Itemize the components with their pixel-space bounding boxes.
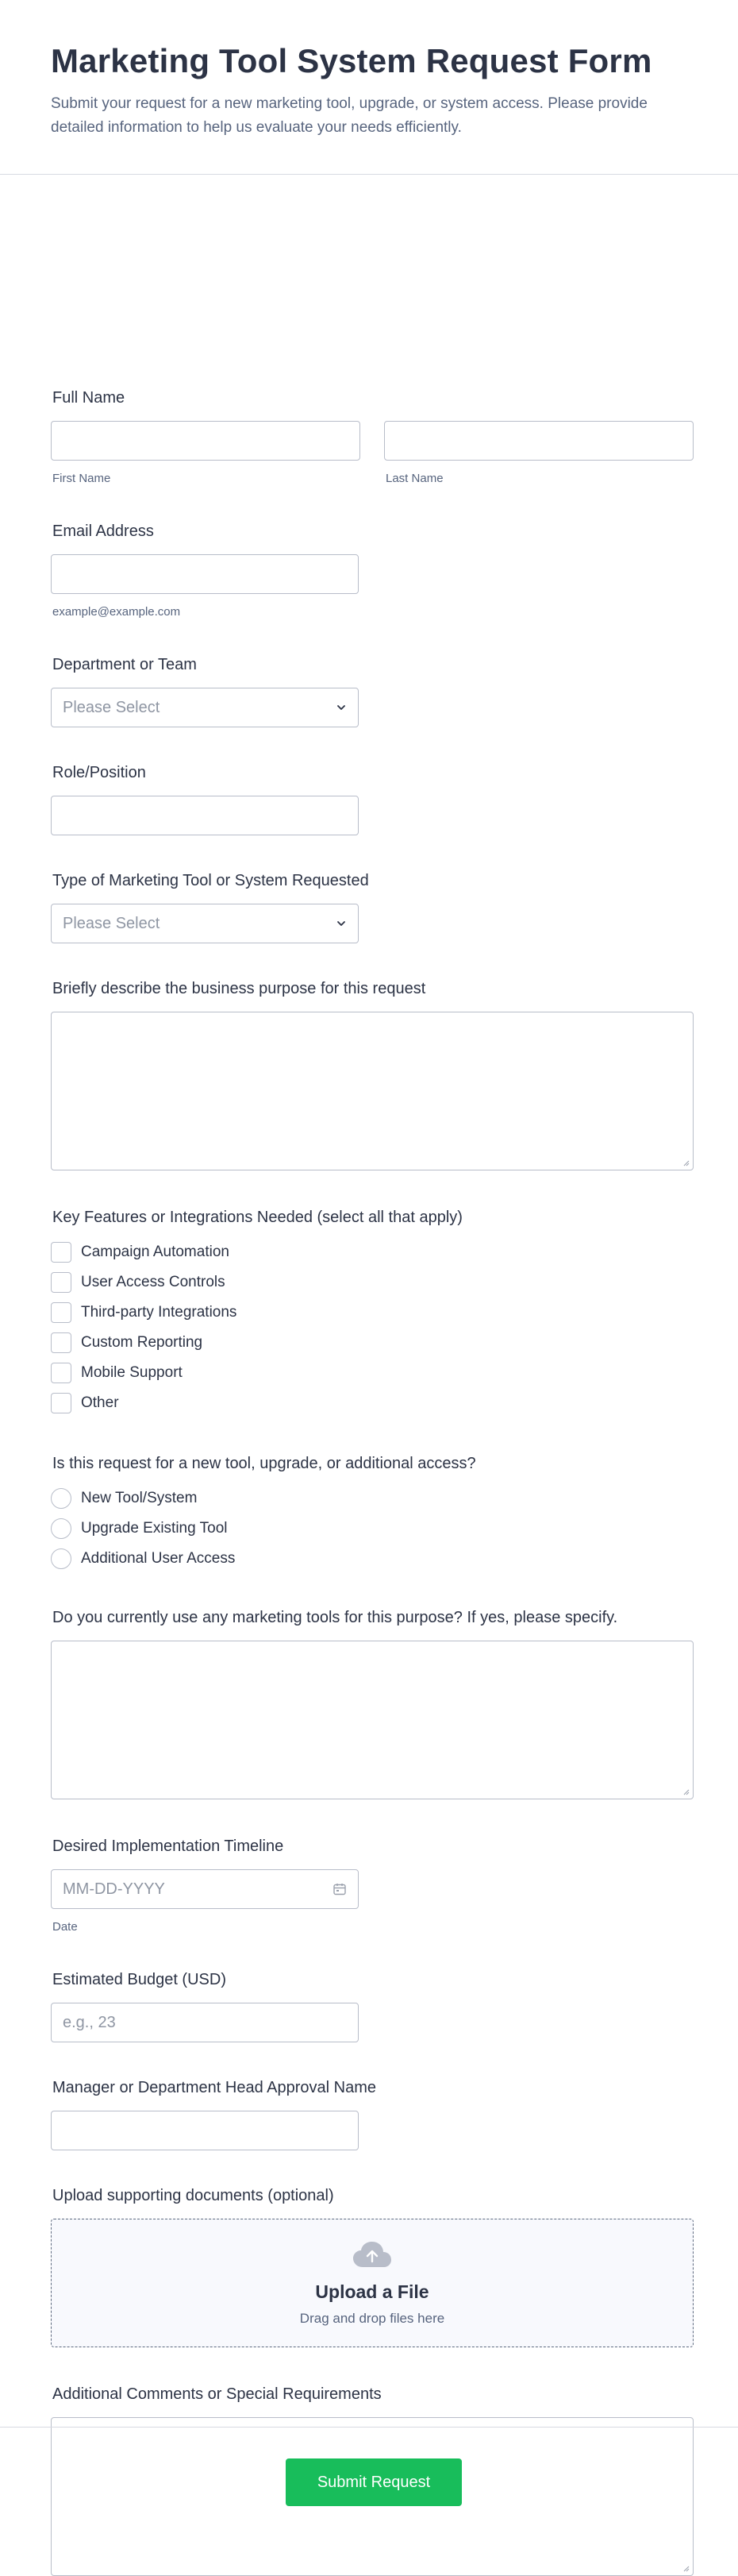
calendar-icon[interactable] [332, 1882, 347, 1896]
timeline-label: Desired Implementation Timeline [52, 1838, 284, 1855]
request-type-option-label: Upgrade Existing Tool [81, 1520, 228, 1537]
feature-option[interactable] [51, 1298, 694, 1328]
feature-option[interactable] [51, 1267, 694, 1298]
upload-label: Upload supporting documents (optional) [52, 2187, 334, 2204]
file-upload-dropzone[interactable] [51, 2219, 694, 2347]
checkbox[interactable] [51, 1332, 71, 1353]
budget-placeholder: e.g., 23 [63, 2013, 116, 2031]
purpose-label: Briefly describe the business purpose for this request [52, 980, 426, 997]
checkbox[interactable] [51, 1363, 71, 1383]
request-type-label: Is this request for a new tool, upgrade, or additional access? [52, 1455, 476, 1472]
request-type-option-label: New Tool/System [81, 1490, 198, 1506]
radio-button[interactable] [51, 1488, 71, 1509]
last-name-sublabel: Last Name [386, 472, 444, 485]
department-question [51, 654, 694, 727]
features-options [51, 1237, 694, 1418]
features-label: Key Features or Integrations Needed (select all that apply) [52, 1209, 463, 1226]
radio-button[interactable] [51, 1518, 71, 1539]
resize-handle-icon[interactable] [682, 2564, 690, 2572]
feature-option[interactable] [51, 1328, 694, 1358]
feature-option-label: Other [81, 1394, 119, 1411]
checkbox[interactable] [51, 1242, 71, 1263]
current-tools-textarea[interactable] [51, 1641, 694, 1799]
timeline-question [51, 1836, 694, 1934]
role-input[interactable] [51, 796, 359, 835]
last-name-input[interactable] [384, 421, 694, 461]
request-type-options [51, 1483, 694, 1574]
email-question [51, 521, 694, 619]
approval-label: Manager or Department Head Approval Name [52, 2079, 376, 2096]
role-label: Role/Position [52, 764, 146, 781]
footer-divider [0, 2427, 738, 2428]
upload-title: Upload a File [315, 2281, 429, 2302]
resize-handle-icon[interactable] [682, 1159, 690, 1167]
email-label: Email Address [52, 523, 154, 540]
feature-option-label: Campaign Automation [81, 1244, 229, 1260]
feature-option[interactable] [51, 1237, 694, 1267]
form-title: Marketing Tool System Request Form [51, 42, 652, 79]
approval-question [51, 2077, 694, 2150]
purpose-question [51, 978, 694, 1170]
request-type-option[interactable] [51, 1514, 694, 1544]
feature-option-label: Custom Reporting [81, 1334, 203, 1351]
first-name-input[interactable] [51, 421, 360, 461]
email-input[interactable] [51, 554, 359, 594]
request-type-option-label: Additional User Access [81, 1550, 236, 1567]
feature-option-label: Mobile Support [81, 1364, 183, 1381]
form-description: Submit your request for a new marketing tool, upgrade, or system access. Please provide detailed information to help us evaluate your needs efficiently. [51, 95, 648, 136]
feature-option[interactable] [51, 1358, 694, 1388]
department-label: Department or Team [52, 656, 197, 673]
purpose-textarea[interactable] [51, 1012, 694, 1170]
tool-type-select[interactable] [51, 904, 359, 943]
department-select-value: Please Select [63, 698, 160, 716]
full-name-label: Full Name [52, 389, 125, 407]
tool-type-label: Type of Marketing Tool or System Requested [52, 872, 369, 889]
current-tools-question [51, 1607, 694, 1799]
comments-label: Additional Comments or Special Requirements [52, 2385, 382, 2403]
request-type-option[interactable] [51, 1544, 694, 1574]
timeline-placeholder: MM-DD-YYYY [63, 1880, 165, 1898]
feature-option-label: Third-party Integrations [81, 1304, 237, 1321]
radio-button[interactable] [51, 1548, 71, 1569]
feature-option[interactable] [51, 1388, 694, 1418]
chevron-down-icon [336, 702, 347, 713]
budget-question [51, 1969, 694, 2042]
upload-question [51, 2185, 694, 2347]
tool-type-select-value: Please Select [63, 914, 160, 932]
tool-type-question [51, 870, 694, 943]
email-sublabel: example@example.com [52, 605, 181, 619]
first-name-sublabel: First Name [52, 472, 111, 485]
budget-label: Estimated Budget (USD) [52, 1971, 226, 1988]
features-question [51, 1207, 694, 1418]
request-type-question [51, 1453, 694, 1574]
request-type-option[interactable] [51, 1483, 694, 1514]
timeline-sublabel: Date [52, 1920, 78, 1934]
upload-subtitle: Drag and drop files here [299, 2310, 445, 2326]
checkbox[interactable] [51, 1272, 71, 1293]
submit-button[interactable]: Submit Request [286, 2458, 462, 2506]
approval-name-input[interactable] [51, 2111, 359, 2150]
full-name-question [51, 388, 694, 485]
role-question [51, 762, 694, 835]
checkbox[interactable] [51, 1393, 71, 1413]
feature-option-label: User Access Controls [81, 1274, 225, 1290]
resize-handle-icon[interactable] [682, 1787, 690, 1795]
timeline-date-input[interactable] [51, 1869, 359, 1909]
department-select[interactable] [51, 688, 359, 727]
current-tools-label: Do you currently use any marketing tools for this purpose? If yes, please specify. [52, 1609, 618, 1626]
chevron-down-icon [336, 918, 347, 929]
budget-input[interactable] [51, 2003, 359, 2042]
cloud-upload-icon [352, 2240, 393, 2270]
checkbox[interactable] [51, 1302, 71, 1323]
form-header [0, 0, 738, 175]
